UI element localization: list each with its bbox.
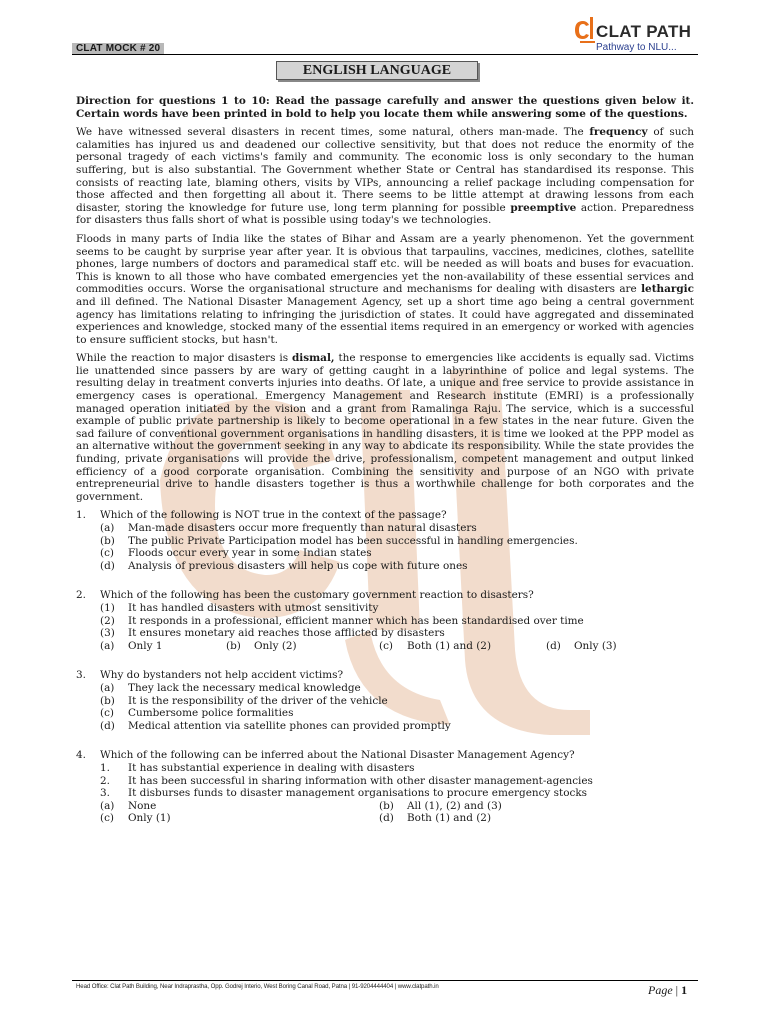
option-marker: (d) — [379, 812, 394, 825]
passage-paragraph-1 — [76, 126, 694, 227]
answer-option[interactable] — [100, 707, 694, 720]
answer-option[interactable] — [226, 640, 297, 653]
option-marker: (d) — [546, 639, 561, 652]
option-text: Both (1) and (2) — [407, 812, 492, 825]
footer-divider — [72, 980, 698, 981]
question-number: 3. — [76, 669, 86, 682]
answer-options-row — [100, 640, 694, 653]
answer-option[interactable] — [100, 812, 171, 825]
bold-keyword: frequency — [589, 126, 648, 139]
page-label: Page — [648, 983, 673, 997]
option-marker: (b) — [226, 639, 241, 652]
statement-text: It responds in a professional, efficient manner which has been standardised over time — [128, 614, 584, 627]
passage-text: We have witnessed several disasters in recent times, some natural, others man-made. The — [76, 126, 590, 139]
question-number: 2. — [76, 589, 86, 602]
clat-path-logo — [572, 14, 702, 58]
page-number: 1 — [681, 983, 688, 997]
option-marker: (c) — [100, 812, 114, 825]
answer-option[interactable] — [100, 560, 694, 573]
option-text: Medical attention via satellite phones can provided promptly — [128, 719, 451, 732]
passage-text: action. Preparedness for disasters thus falls short of what is possible using today's we technologies. — [76, 201, 694, 227]
question-text: Why do bystanders not help accident victims? — [100, 669, 344, 682]
question-text: Which of the following can be inferred about the National Disaster Management Agency? — [100, 749, 575, 762]
statement-marker: (2) — [100, 614, 115, 627]
answer-option[interactable] — [546, 640, 617, 653]
option-marker: (b) — [100, 534, 115, 547]
option-text: None — [128, 799, 157, 812]
question-text: Which of the following is NOT true in the context of the passage? — [100, 509, 447, 522]
page-separator: | — [675, 983, 679, 997]
option-marker: (c) — [100, 707, 114, 720]
question-2 — [76, 589, 694, 652]
option-marker: (b) — [379, 799, 394, 812]
brand-tagline: Pathway to NLU... — [596, 42, 677, 53]
option-marker: (d) — [100, 719, 115, 732]
option-text: Only 1 — [128, 639, 163, 652]
bold-keyword: preemptive — [510, 201, 577, 214]
option-text: Only (1) — [128, 812, 171, 825]
question-text: Which of the following has been the customary government reaction to disasters? — [100, 589, 534, 602]
option-marker: (c) — [379, 639, 393, 652]
statement-marker: (1) — [100, 601, 115, 614]
answer-options-row — [100, 800, 694, 813]
statement-text: It ensures monetary aid reaches those afflicted by disasters — [128, 627, 445, 640]
statement-marker: (3) — [100, 627, 115, 640]
answer-option[interactable] — [100, 535, 694, 548]
spacer — [76, 572, 694, 586]
main-content — [76, 95, 694, 825]
statement-text: It has handled disasters with utmost sensitivity — [128, 601, 379, 614]
question-number: 1. — [76, 509, 86, 522]
spacer — [76, 652, 694, 666]
option-text: Man-made disasters occur more frequently than natural disasters — [128, 522, 477, 534]
statement-text: It disburses funds to disaster management organisations to procure emergency stocks — [128, 787, 588, 800]
statement-item — [100, 775, 694, 788]
statement-marker: 3. — [100, 787, 110, 800]
head-office-address: Head Office: Clat Path Building, Near Indraprastha, Opp. Godrej Interio, West Boring Canal Road, Patna | 91-9204444404 | www.clatpath.in — [76, 983, 439, 990]
question-4 — [76, 749, 694, 825]
option-text: It is the responsibility of the driver of the vehicle — [128, 694, 388, 707]
answer-option[interactable] — [100, 640, 162, 653]
answer-option[interactable] — [100, 522, 694, 535]
answer-option[interactable] — [100, 800, 156, 813]
passage-text: the response to emergencies like accidents is equally sad. Victims lie unattended since passers by are wary of getting caught in a labyrinthine of police and legal systems. The resulting delay in treatment converts injuries into deaths. Of late, a unique and free service to provide assistance in emergency cases is operational. Emergency Management and Research institute (EMRI) is a professionally managed operation initiated by the vision and a grant from Ramalinga Raju. The service, which is a successful example of public private partnership is likely to become operational in a few states in the near future. Given the sad failure of conventional government organisations in handling disasters, it is time we looked at the PPP model as an alternative without the government seeking in any way to abdicate its responsibility. While the state provides the funding, private organisations will provide the drive, professionalism, competent management and output linked efficiency of a good corporate organisation. Combining the sensitivity and purpose of an NGO with private entrepreneurial drive to handle disasters together is thus a worthwhile challenge for both corporates and the government. — [76, 352, 694, 503]
question-1 — [76, 509, 694, 572]
passage-text: While the reaction to major disasters is — [76, 352, 292, 365]
answer-option[interactable] — [100, 682, 694, 695]
answer-option[interactable] — [379, 800, 502, 813]
option-marker: (a) — [100, 681, 115, 694]
statement-text: It has been successful in sharing information with other disaster management-agencies — [128, 774, 593, 787]
option-text: All (1), (2) and (3) — [407, 799, 502, 812]
passage-text: Floods in many parts of India like the states of Bihar and Assam are a yearly phenomenon. Yet the government seems to be caught by surprise year after year. It is obvious that tarpaulins, vaccines, medicines, clothes, satellite phones, large numbers of doctors and paramedical staff etc. will be needed as will boats and buses for evacuation. This is known to all those who have combated emergencies yet the non-availability of these essential services and commodities occurs. Worse the organisational structure and mechanisms for dealing with disasters are — [76, 232, 694, 296]
option-text: Only (2) — [254, 639, 297, 652]
answer-option[interactable] — [100, 720, 694, 733]
answer-option[interactable] — [379, 812, 491, 825]
passage-text: and ill defined. The National Disaster Management Agency, set up a short time ago being a central government agency has limitations relating to infringing the jurisdiction of states. It could have aggregated and disseminated experiences and knowledge, stocked many of the essential items required in an emergency or worked with agencies to ensure sufficient stocks, but hasn't. — [76, 295, 694, 346]
statement-marker: 1. — [100, 761, 110, 774]
section-title: ENGLISH LANGUAGE — [276, 61, 478, 80]
option-text: The public Private Participation model has been successful in handling emergencies. — [128, 534, 578, 547]
option-text: Only (3) — [574, 639, 617, 652]
directions-text: Direction for questions 1 to 10: Read the passage carefully and answer the questions given below it. Certain words have been printed in bold to help you locate them while answering some of the questions. — [76, 95, 694, 120]
option-marker: (d) — [100, 559, 115, 572]
passage-text: of such calamities has injured us and deadened our collective sensitivity, but that does not reduce the enormity of the personal tragedy of each victims's family and community. The economic loss is only secondary to the human suffering, but is also substantial. The Government whether State or Central has standardised its response. This consists of reacting late, blaming others, visits by VIPs, announcing a relief package including compensation for those affected and then forgetting all about it. There seems to be little attempt at drawing lessons from each disaster, storing the knowledge for future use, long term planning for possible — [76, 126, 694, 214]
answer-option[interactable] — [100, 695, 694, 708]
option-text: Cumbersome police formalities — [128, 707, 294, 720]
bold-keyword: lethargic — [641, 283, 694, 296]
page-indicator — [648, 983, 687, 998]
answer-option[interactable] — [379, 640, 491, 653]
answer-options-row — [100, 812, 694, 825]
clat-path-logo-icon — [572, 14, 596, 50]
answer-option[interactable] — [100, 547, 694, 560]
mock-test-label: CLAT MOCK # 20 — [72, 43, 164, 55]
passage-paragraph-2 — [76, 233, 694, 346]
statement-item — [100, 787, 694, 800]
statement-item — [100, 615, 694, 628]
option-marker: (c) — [100, 547, 114, 560]
option-marker: (b) — [100, 694, 115, 707]
statement-item — [100, 602, 694, 615]
statement-item — [100, 762, 694, 775]
statement-marker: 2. — [100, 774, 110, 787]
bold-keyword: dismal, — [292, 352, 335, 365]
brand-name: CLAT PATH — [596, 22, 692, 41]
option-text: Floods occur every year in some Indian states — [128, 547, 372, 560]
question-number: 4. — [76, 749, 86, 762]
option-text: Both (1) and (2) — [407, 639, 492, 652]
option-text: Analysis of previous disasters will help us cope with future ones — [128, 559, 468, 572]
option-marker: (a) — [100, 639, 115, 652]
option-marker: (a) — [100, 522, 115, 534]
statement-text: It has substantial experience in dealing with disasters — [128, 761, 415, 774]
spacer — [76, 732, 694, 746]
statement-item — [100, 627, 694, 640]
question-3 — [76, 669, 694, 732]
option-marker: (a) — [100, 799, 115, 812]
passage-paragraph-3 — [76, 352, 694, 503]
option-text: They lack the necessary medical knowledge — [128, 681, 361, 694]
